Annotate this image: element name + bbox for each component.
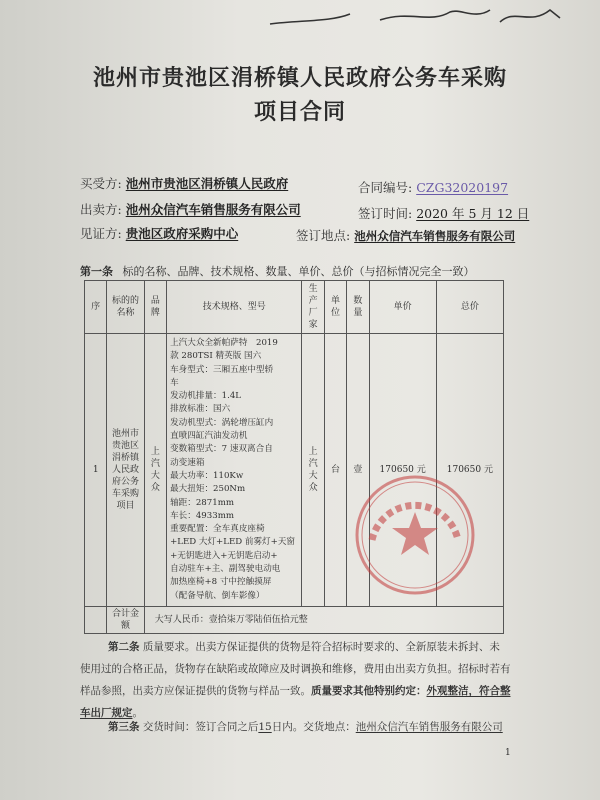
article-3 [80,716,520,738]
spec-line: 重要配置：全车真皮座椅 [170,524,265,535]
header-total-price: 总价 [436,281,503,334]
header-qty: 数量 [347,281,369,334]
spec-line: 排放标准：国六 [170,404,231,415]
spec-line: 直喷四缸汽油发动机 [170,431,248,442]
spec-line: 发动机型式：涡轮增压缸内 [170,417,274,428]
contract-title [0,62,600,130]
article-1-number: 第一条 [80,265,113,278]
sign-place-value: 池州众信汽车销售服务有限公司 [354,229,516,243]
sign-time-row [358,206,529,222]
article-2-line-3a: 样品参照，出卖方应保证提供的货物与样品一致。 [80,685,311,697]
article-2-line-4: 车出厂规定 [80,707,133,719]
spec-line: 车 [170,377,179,388]
sign-time-label: 签订时间: [358,206,413,221]
article-2-line-1: 质量要求。出卖方保证提供的货物是符合招标时要求的、全新原装未拆封、未 [142,641,500,653]
cell-name: 池州市贵池区涓桥镇人民政府公务车采购项目 [107,334,144,607]
article-2-line-4b: 。 [132,707,143,719]
article-3-days: 15 [258,721,272,733]
header-manufacturer: 生产厂家 [302,281,324,334]
sign-time-value: 2020 年 5 月 12 日 [416,206,530,221]
spec-line: 最大扭矩：250Nm [170,484,246,495]
spec-line: 款 280TSI 精英版 国六 [170,351,262,362]
spec-line: 发动机排量：1.4L [170,391,241,402]
seller-row [80,202,301,218]
header-name: 标的的名称 [107,281,144,334]
buyer-label: 买受方: [80,176,122,191]
seller-label: 出卖方: [80,202,122,217]
header-unit-price: 单价 [369,281,436,334]
contract-no-value: CZG32020197 [416,180,509,195]
cell-spec [167,334,302,607]
contract-no-row [358,180,508,196]
cell-manufacturer: 上汽大众 [302,334,324,607]
header-spec: 技术规格、型号 [167,281,302,334]
title-line-1: 池州市贵池区涓桥镇人民政府公务车采购 [92,66,507,91]
cell-unit-price: 170650 元 [369,334,436,607]
witness-row [80,226,238,242]
header-brand: 品牌 [144,281,166,334]
witness-label: 见证方: [80,226,122,241]
spec-line: +无钥匙进入+无钥匙启动+ [170,550,278,561]
spec-line: 轴距：2871mm [170,497,235,508]
spec-line: +LED 大灯+LED 前雾灯+天窗 [170,537,296,548]
handwritten-marks [260,2,580,32]
contract-no-label: 合同编号: [358,180,413,195]
spec-line: 车长：4933mm [170,510,235,521]
official-seal [350,470,480,600]
sign-place-label: 签订地点: [296,228,351,243]
spec-line: 上汽大众全新帕萨特 2019 [170,338,278,348]
witness-value: 贵池区政府采购中心 [125,226,239,241]
article-1 [80,263,520,279]
article-3-number: 第三条 [108,721,140,733]
spec-line: 加热座椅+8 寸中控触摸屏 [170,577,272,588]
cell-total-amount: 大写人民币：壹拾柒万零陆佰伍拾元整 [144,606,503,633]
table-total-row [85,606,504,633]
seller-value: 池州众信汽车销售服务有限公司 [125,202,301,217]
header-seq: 序 [85,281,107,334]
spec-line: 动变速箱 [170,457,205,468]
buyer-row [80,176,288,192]
sign-place-row [296,228,515,244]
article-3-text-b: 日内。交货地点： [271,721,356,733]
title-line-2: 项目合同 [253,100,346,125]
cell-unit: 台 [324,334,346,607]
spec-line: （配备导航、倒车影像） [170,590,265,601]
article-2-number: 第二条 [108,641,140,653]
spec-line: 变数箱型式：7 速双离合自 [170,444,273,455]
article-2 [80,636,520,724]
cell-total-blank [85,606,107,633]
buyer-value: 池州市贵池区涓桥镇人民政府 [125,176,289,191]
page-number: 1 [505,748,511,758]
article-1-text: 标的名称、品牌、技术规格、数量、单价、总价（与招标情况完全一致） [122,265,475,278]
table-header-row [85,281,504,334]
spec-line: 最大功率：110Kw [170,470,244,481]
cell-seq: 1 [85,334,107,607]
cell-total-label: 合计金额 [107,606,144,633]
cell-total-price: 170650 元 [436,334,503,607]
spec-line: 自动驻车+主、副驾驶电动电 [170,564,281,575]
spec-line: 车身型式：三厢五座中型轿 [170,364,274,375]
article-3-text-a: 交货时间：签订合同之后 [142,721,259,733]
article-3-place: 池州众信汽车销售服务有限公司 [355,721,503,733]
cell-qty: 壹 [347,334,369,607]
header-unit: 单位 [324,281,346,334]
article-2-line-3c: 外观整洁，符合整 [426,685,511,697]
cell-brand: 上汽大众 [144,334,166,607]
article-2-line-2: 使用过的合格正品，货物存在缺陷或故障应及时调换和维修，费用由出卖方负担。招标时若有 [80,663,511,675]
article-2-line-3b: 质量要求其他特别约定： [311,685,427,697]
